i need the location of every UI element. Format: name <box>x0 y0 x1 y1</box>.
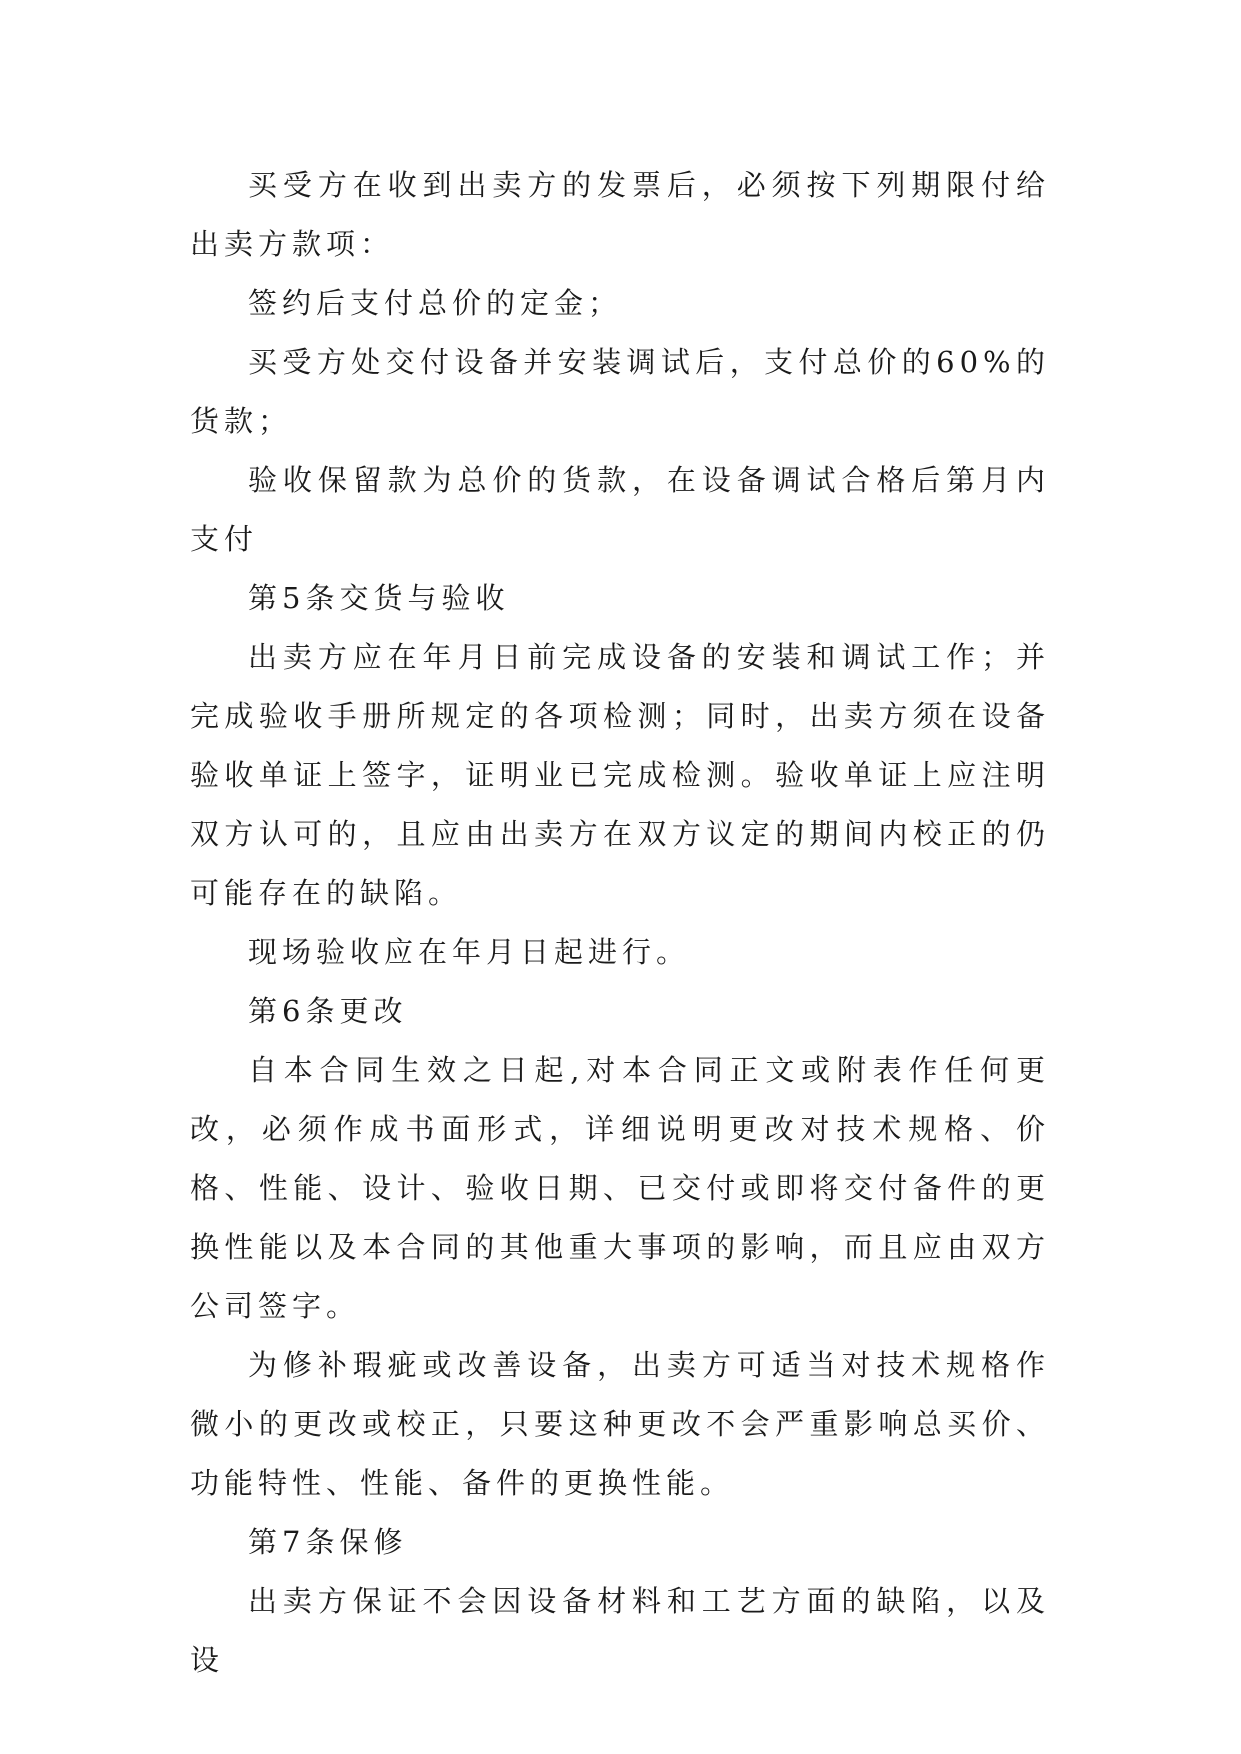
paragraph-delivery-acceptance: 出卖方应在年月日前完成设备的安装和调试工作；并完成验收手册所规定的各项检测；同时，出卖方须在设备验收单证上签字，证明业已完成检测。验收单证上应注明双方认可的，且应由出卖方在双方议定的期间内校正的仍可能存在的缺陷。 <box>190 640 1050 910</box>
paragraph-minor-changes: 为修补瑕疵或改善设备，出卖方可适当对技术规格作微小的更改或校正，只要这种更改不会严重影响总买价、功能特性、性能、备件的更换性能。 <box>190 1348 1050 1500</box>
section-heading-article-7: 第7条保修 <box>248 1525 408 1559</box>
paragraph-changes: 自本合同生效之日起,对本合同正文或附表作任何更改，必须作成书面形式，详细说明更改对技术规格、价格、性能、设计、验收日期、已交付或即将交付备件的更换性能以及本合同的其他重大事项的影响，而且应由双方公司签字。 <box>190 1053 1050 1323</box>
paragraph-site-acceptance: 现场验收应在年月日起进行。 <box>248 935 691 969</box>
paragraph-warranty: 出卖方保证不会因设备材料和工艺方面的缺陷，以及设 <box>190 1584 1050 1677</box>
paragraph-retention: 验收保留款为总价的货款，在设备调试合格后第月内支付 <box>190 463 1050 556</box>
paragraph-installation-payment: 买受方处交付设备并安装调试后，支付总价的60%的货款； <box>190 345 1050 438</box>
paragraph-deposit: 签约后支付总价的定金； <box>248 286 623 320</box>
paragraph-payment-terms: 买受方在收到出卖方的发票后，必须按下列期限付给出卖方款项： <box>190 168 1050 261</box>
document-body <box>190 156 1050 1690</box>
section-heading-article-6: 第6条更改 <box>248 994 408 1028</box>
section-heading-article-5: 第5条交货与验收 <box>248 581 510 615</box>
